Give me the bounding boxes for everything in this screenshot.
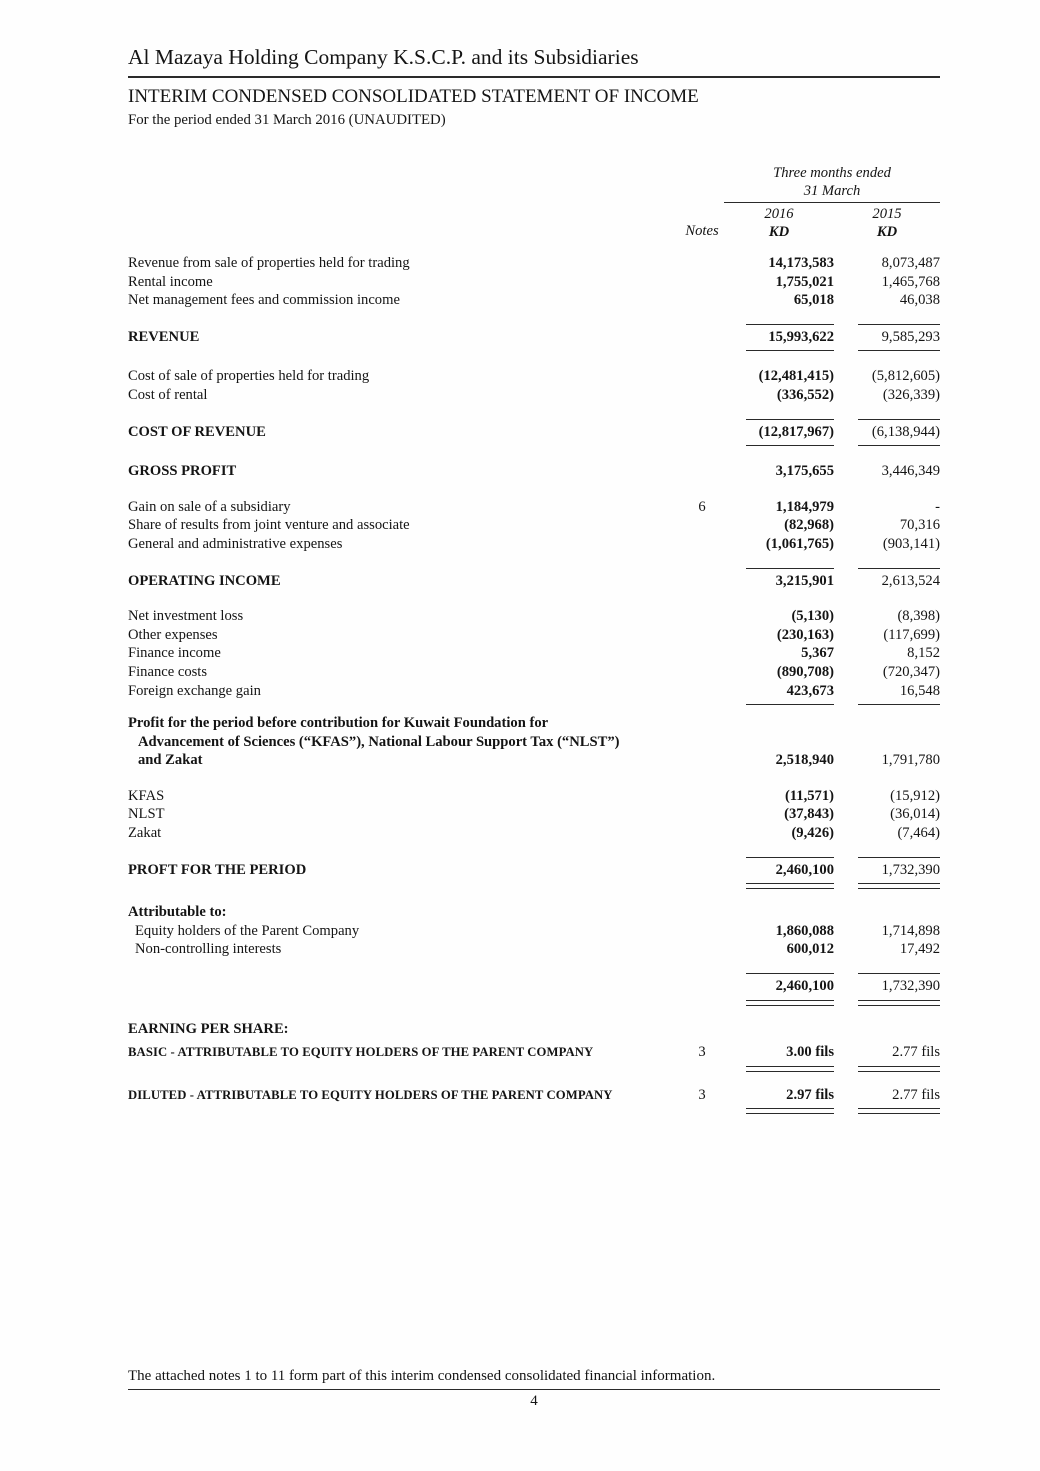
row-spacer — [128, 892, 940, 903]
row-value-2016: 3,175,655 — [775, 463, 834, 480]
table-row — [128, 903, 940, 922]
total-rule-icon — [858, 704, 940, 705]
total-rule-icon — [858, 324, 940, 325]
row-spacer — [128, 770, 940, 787]
table-row — [128, 787, 940, 806]
footer-note: The attached notes 1 to 11 form part of this interim condensed consolidated financial information. — [128, 1366, 940, 1390]
row-value-2015: 46,038 — [899, 292, 940, 309]
row-value-2015: (117,699) — [883, 626, 940, 643]
row-note: 3 — [698, 1086, 706, 1103]
income-table-body — [128, 254, 940, 1117]
period-header — [724, 164, 940, 203]
row-label: Zakat — [128, 825, 162, 842]
row-value-2015: 8,152 — [907, 645, 940, 662]
total-rule-icon — [746, 1108, 834, 1114]
row-label: KFAS — [128, 787, 165, 804]
total-rule-icon — [746, 350, 834, 351]
row-value-2016: (12,817,967) — [758, 423, 834, 440]
row-value-2015: 2.77 fils — [892, 1044, 940, 1061]
total-rule-icon — [746, 883, 834, 889]
total-rule-icon — [746, 857, 834, 858]
row-value-2016: 3,215,901 — [775, 572, 834, 589]
rule-row — [128, 879, 940, 892]
table-row — [128, 644, 940, 663]
rule-2016 — [724, 1104, 834, 1117]
rule-2016 — [724, 441, 834, 449]
row-value-2016: 2,518,940 — [775, 752, 834, 769]
row-value-2016: (11,571) — [784, 787, 834, 804]
total-rule-icon — [858, 419, 940, 420]
row-label: Finance income — [128, 645, 221, 662]
row-value-2015: (5,812,605) — [871, 368, 940, 385]
row-value-2015: - — [935, 498, 940, 515]
row-label: OPERATING INCOME — [128, 572, 281, 589]
table-row — [128, 462, 940, 481]
rule-2015 — [836, 346, 940, 354]
rule-row — [128, 969, 940, 977]
table-row — [128, 824, 940, 843]
row-value-2016: 15,993,622 — [768, 328, 834, 345]
rule-2015 — [836, 415, 940, 423]
year-2016-header — [724, 205, 834, 241]
rule-row — [128, 1104, 940, 1117]
row-label: PROFT FOR THE PERIOD — [128, 861, 307, 878]
row-value-2015: (15,912) — [890, 787, 940, 804]
table-row — [128, 607, 940, 626]
year-2016-label: 2016 — [764, 206, 794, 222]
row-label: DILUTED - ATTRIBUTABLE TO EQUITY HOLDERS OF THE PARENT COMPANY — [128, 1087, 613, 1102]
rule-row — [128, 346, 940, 354]
row-label-line: Profit for the period before contribution for Kuwait Foundation for — [128, 715, 549, 732]
row-value-2016: (82,968) — [784, 517, 834, 534]
row-label-line: Advancement of Sciences (“KFAS”), National Labour Support Tax (“NLST”) — [138, 733, 620, 750]
row-label-line: and Zakat — [138, 752, 203, 769]
rule-2015 — [836, 320, 940, 328]
table-row — [128, 367, 940, 386]
table-row — [128, 273, 940, 292]
row-value-2015: (7,464) — [897, 825, 940, 842]
document-title: INTERIM CONDENSED CONSOLIDATED STATEMENT OF INCOME — [128, 86, 699, 107]
row-label: Cost of rental — [128, 386, 208, 403]
total-rule-icon — [858, 857, 940, 858]
total-rule-icon — [858, 1066, 940, 1072]
row-value-2016: (890,708) — [776, 663, 834, 680]
total-rule-icon — [746, 568, 834, 569]
period-columns-header — [724, 164, 940, 241]
row-label: NLST — [128, 806, 165, 823]
year-2015-header — [834, 205, 940, 241]
rule-2016 — [724, 1062, 834, 1075]
row-label: Net management fees and commission income — [128, 292, 400, 309]
company-name: Al Mazaya Holding Company K.S.C.P. and its Subsidiaries — [128, 44, 940, 78]
table-row — [128, 516, 940, 535]
total-rule-icon — [858, 973, 940, 974]
row-value-2015: 1,714,898 — [881, 922, 940, 939]
row-note: 3 — [698, 1044, 706, 1061]
rule-2016 — [724, 996, 834, 1009]
row-spacer — [128, 354, 940, 367]
rule-row — [128, 415, 940, 423]
row-spacer — [128, 449, 940, 462]
rule-2016 — [724, 969, 834, 977]
row-spacer — [128, 959, 940, 969]
row-label: GROSS PROFIT — [128, 463, 237, 480]
rule-row — [128, 441, 940, 449]
table-row — [128, 977, 940, 996]
total-rule-icon — [746, 973, 834, 974]
row-label: Other expenses — [128, 626, 218, 643]
rule-row — [128, 996, 940, 1009]
row-value-2015: 17,492 — [899, 941, 940, 958]
row-label: Cost of sale of properties held for trading — [128, 368, 370, 385]
row-label: COST OF REVENUE — [128, 423, 266, 440]
table-row — [128, 1086, 940, 1105]
row-value-2016: 1,184,979 — [775, 498, 834, 515]
row-value-2015: 1,791,780 — [881, 752, 940, 769]
row-label: Net investment loss — [128, 608, 244, 625]
row-value-2016: 3.00 fils — [786, 1044, 834, 1061]
table-row — [128, 663, 940, 682]
row-value-2016: (12,481,415) — [758, 368, 834, 385]
row-value-2015: (903,141) — [882, 535, 940, 552]
row-label: Revenue from sale of properties held for trading — [128, 255, 410, 271]
row-label: Gain on sale of a subsidiary — [128, 498, 291, 515]
rule-2016 — [724, 346, 834, 354]
row-value-2016: 423,673 — [786, 682, 834, 699]
row-value-2016: (1,061,765) — [765, 535, 834, 552]
row-value-2015: 8,073,487 — [881, 255, 940, 271]
year-headers — [724, 205, 940, 241]
table-row — [128, 626, 940, 645]
total-rule-icon — [858, 445, 940, 446]
rule-2016 — [724, 564, 834, 572]
currency-2016-label: KD — [768, 224, 790, 240]
total-rule-icon — [746, 1066, 834, 1072]
row-value-2016: 600,012 — [786, 941, 834, 958]
row-value-2016: 2,460,100 — [775, 978, 834, 995]
row-value-2016: 2,460,100 — [775, 861, 834, 878]
row-spacer — [128, 481, 940, 498]
total-rule-icon — [746, 704, 834, 705]
row-value-2016: (230,163) — [776, 626, 834, 643]
row-value-2015: (36,014) — [890, 806, 940, 823]
row-value-2016: (336,552) — [776, 386, 834, 403]
table-row — [128, 423, 940, 442]
row-value-2016: 2.97 fils — [786, 1086, 834, 1103]
row-spacer — [128, 1009, 940, 1020]
year-2015-label: 2015 — [872, 206, 902, 222]
row-label: Share of results from joint venture and associate — [128, 517, 410, 534]
row-label: BASIC - ATTRIBUTABLE TO EQUITY HOLDERS OF THE PARENT COMPANY — [128, 1045, 594, 1060]
row-label: Equity holders of the Parent Company — [135, 922, 360, 939]
table-row — [128, 682, 940, 701]
rule-row — [128, 320, 940, 328]
row-spacer — [128, 1075, 940, 1086]
row-value-2016: (9,426) — [791, 825, 834, 842]
notes-column-header: Notes — [685, 223, 719, 239]
total-rule-icon — [746, 1000, 834, 1006]
table-row — [128, 291, 940, 310]
rule-2016 — [724, 879, 834, 892]
table-row — [128, 1043, 940, 1062]
row-value-2016: 5,367 — [801, 645, 834, 662]
table-row — [128, 572, 940, 591]
rule-2015 — [836, 879, 940, 892]
row-value-2015: 9,585,293 — [881, 328, 940, 345]
row-label: Non-controlling interests — [135, 941, 282, 958]
row-spacer — [128, 843, 940, 853]
table-row — [128, 498, 940, 517]
period-header-line2: 31 March — [803, 183, 861, 199]
rule-row — [128, 853, 940, 861]
rule-row — [128, 564, 940, 572]
row-value-2015: 1,732,390 — [881, 861, 940, 878]
rule-2016 — [724, 320, 834, 328]
row-label: General and administrative expenses — [128, 535, 343, 552]
row-label: Foreign exchange gain — [128, 682, 261, 699]
table-row — [128, 386, 940, 405]
rule-row — [128, 700, 940, 708]
currency-2015-label: KD — [876, 224, 898, 240]
page-number: 4 — [530, 1393, 538, 1409]
table-row — [128, 940, 940, 959]
row-value-2015: 16,548 — [899, 682, 940, 699]
rule-2016 — [724, 415, 834, 423]
table-row — [128, 1020, 940, 1039]
rule-2015 — [836, 1104, 940, 1117]
table-row — [128, 714, 940, 770]
rule-2015 — [836, 969, 940, 977]
row-value-2015: (326,339) — [882, 386, 940, 403]
total-rule-icon — [858, 1108, 940, 1114]
table-row — [128, 861, 940, 880]
row-spacer — [128, 310, 940, 320]
rule-2015 — [836, 441, 940, 449]
table-row — [128, 535, 940, 554]
row-note: 6 — [698, 498, 706, 515]
row-value-2015: 2.77 fils — [892, 1086, 940, 1103]
row-label: REVENUE — [128, 328, 200, 345]
table-row — [128, 922, 940, 941]
total-rule-icon — [858, 350, 940, 351]
rule-2015 — [836, 1062, 940, 1075]
period-line: For the period ended 31 March 2016 (UNAUDITED) — [128, 112, 446, 128]
rule-2015 — [836, 700, 940, 708]
row-value-2016: (5,130) — [791, 608, 834, 625]
row-value-2015: 3,446,349 — [881, 463, 940, 480]
total-rule-icon — [858, 568, 940, 569]
row-label — [128, 714, 680, 770]
rule-2016 — [724, 700, 834, 708]
row-value-2015: 1,465,768 — [881, 273, 940, 290]
row-value-2016: 14,173,583 — [768, 255, 834, 271]
row-spacer — [128, 405, 940, 415]
row-value-2016: (37,843) — [784, 806, 834, 823]
row-label: EARNING PER SHARE: — [128, 1020, 289, 1037]
row-label: Attributable to: — [128, 904, 227, 921]
row-value-2016: 65,018 — [793, 292, 834, 309]
row-spacer — [128, 554, 940, 564]
table-row — [128, 254, 940, 273]
total-rule-icon — [746, 324, 834, 325]
row-value-2015: (8,398) — [897, 608, 940, 625]
row-value-2015: 2,613,524 — [881, 572, 940, 589]
table-row — [128, 805, 940, 824]
row-value-2015: (720,347) — [882, 663, 940, 680]
rule-row — [128, 1062, 940, 1075]
row-value-2015: (6,138,944) — [871, 423, 940, 440]
rule-2016 — [724, 853, 834, 861]
total-rule-icon — [746, 419, 834, 420]
row-label: Rental income — [128, 273, 213, 290]
total-rule-icon — [858, 883, 940, 889]
row-value-2016: 1,755,021 — [775, 273, 834, 290]
row-value-2016: 1,860,088 — [775, 922, 834, 939]
table-row — [128, 328, 940, 347]
total-rule-icon — [746, 445, 834, 446]
total-rule-icon — [858, 1000, 940, 1006]
rule-2015 — [836, 853, 940, 861]
table-header — [128, 164, 940, 241]
row-spacer — [128, 590, 940, 607]
period-header-line1: Three months ended — [773, 165, 891, 181]
page-footer — [128, 1366, 940, 1410]
rule-2015 — [836, 564, 940, 572]
rule-2015 — [836, 996, 940, 1009]
row-value-2015: 70,316 — [899, 517, 940, 534]
row-label: Finance costs — [128, 663, 208, 680]
row-value-2015: 1,732,390 — [881, 978, 940, 995]
